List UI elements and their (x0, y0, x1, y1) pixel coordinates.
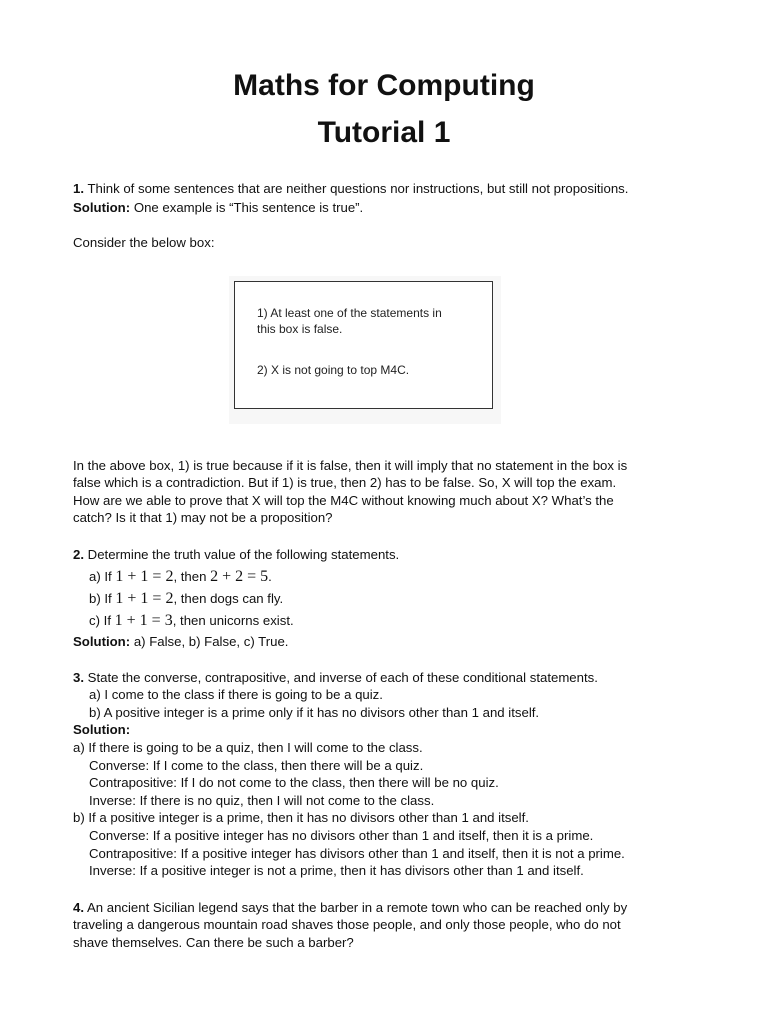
math-expression: 2 + 2 = 5 (210, 568, 269, 585)
math-expression: 1 + 1 = 2 (115, 590, 174, 607)
q2-item-b (89, 591, 283, 607)
question-line (73, 899, 693, 916)
solution-3b-inverse: Inverse: If a positive integer is not a prime, then it has divisors other than 1 and itself. (89, 863, 584, 878)
item-text: . (268, 569, 272, 584)
math-expression: 1 + 1 = 3 (114, 612, 173, 629)
question-2 (73, 547, 399, 563)
question-line: traveling a dangerous mountain road shaves those people, and only those people, who do not (73, 917, 621, 933)
statement-box (234, 281, 493, 409)
question-3 (73, 670, 598, 686)
solution-label: Solution: (73, 634, 131, 649)
solution-text: a) False, b) False, c) True. (133, 634, 289, 649)
item-text: c) If (89, 613, 115, 628)
question-number: 1. (73, 181, 84, 196)
question-4 (73, 899, 693, 951)
discussion-line: false which is a contradiction. But if 1) is true, then 2) has to be false. So, X will top the exam. (73, 475, 617, 491)
solution-1 (73, 200, 363, 216)
solution-label: Solution: (73, 200, 131, 215)
discussion-line: catch? Is it that 1) may not be a proposition? (73, 510, 333, 526)
box-statement-2: 2) X is not going to top M4C. (257, 363, 410, 377)
box-statement-1-line2: this box is false. (257, 322, 343, 336)
item-text: a) If (89, 569, 116, 584)
solution-3a-inverse: Inverse: If there is no quiz, then I will not come to the class. (89, 793, 435, 808)
question-number: 2. (73, 547, 84, 562)
question-number: 4. (73, 900, 84, 915)
solution-3b-converse: Converse: If a positive integer has no divisors other than 1 and itself, then it is a prime. (89, 828, 594, 843)
page-title: Maths for Computing (233, 69, 535, 102)
math-expression: 1 + 1 = 2 (115, 568, 174, 585)
question-text: Determine the truth value of the following statements. (87, 547, 400, 562)
q3-item-a: a) I come to the class if there is going to be a quiz. (89, 687, 383, 702)
q3-item-b: b) A positive integer is a prime only if it has no divisors other than 1 and itself. (89, 705, 540, 720)
consider-text: Consider the below box: (73, 235, 215, 250)
q2-item-c (89, 613, 294, 629)
box-statement-1-line1: 1) At least one of the statements in (257, 306, 442, 320)
q2-item-a (89, 569, 272, 585)
solution-3a: a) If there is going to be a quiz, then I will come to the class. (73, 740, 423, 755)
solution-3-label (73, 722, 130, 738)
item-text: , then dogs can fly. (173, 591, 284, 606)
item-text: , then (173, 569, 211, 584)
solution-text: One example is “This sentence is true”. (133, 200, 364, 215)
solution-3a-converse: Converse: If I come to the class, then there will be a quiz. (89, 758, 424, 773)
question-1 (73, 181, 628, 197)
question-number: 3. (73, 670, 84, 685)
page-subtitle: Tutorial 1 (317, 116, 451, 149)
solution-label: Solution: (73, 722, 131, 737)
question-text: An ancient Sicilian legend says that the barber in a remote town who can be reached only by (86, 900, 628, 915)
question-text: State the converse, contrapositive, and inverse of each of these conditional statements. (87, 670, 598, 685)
discussion-line: In the above box, 1) is true because if it is false, then it will imply that no statement in the box is (73, 458, 628, 473)
discussion-paragraph (73, 457, 693, 527)
question-text: Think of some sentences that are neither questions nor instructions, but still not propositions. (87, 181, 629, 196)
solution-2 (73, 634, 288, 650)
question-line: shave themselves. Can there be such a barber? (73, 934, 354, 950)
item-text: b) If (89, 591, 116, 606)
discussion-line: How are we able to prove that X will top the M4C without knowing much about X? What’s the (73, 492, 614, 508)
solution-3b-contrapositive: Contrapositive: If a positive integer has divisors other than 1 and itself, then it is not a prime. (89, 846, 625, 861)
solution-3b: b) If a positive integer is a prime, then it has no divisors other than 1 and itself. (73, 810, 529, 825)
solution-3a-contrapositive: Contrapositive: If I do not come to the class, then there will be no quiz. (89, 775, 499, 790)
item-text: , then unicorns exist. (172, 613, 294, 628)
